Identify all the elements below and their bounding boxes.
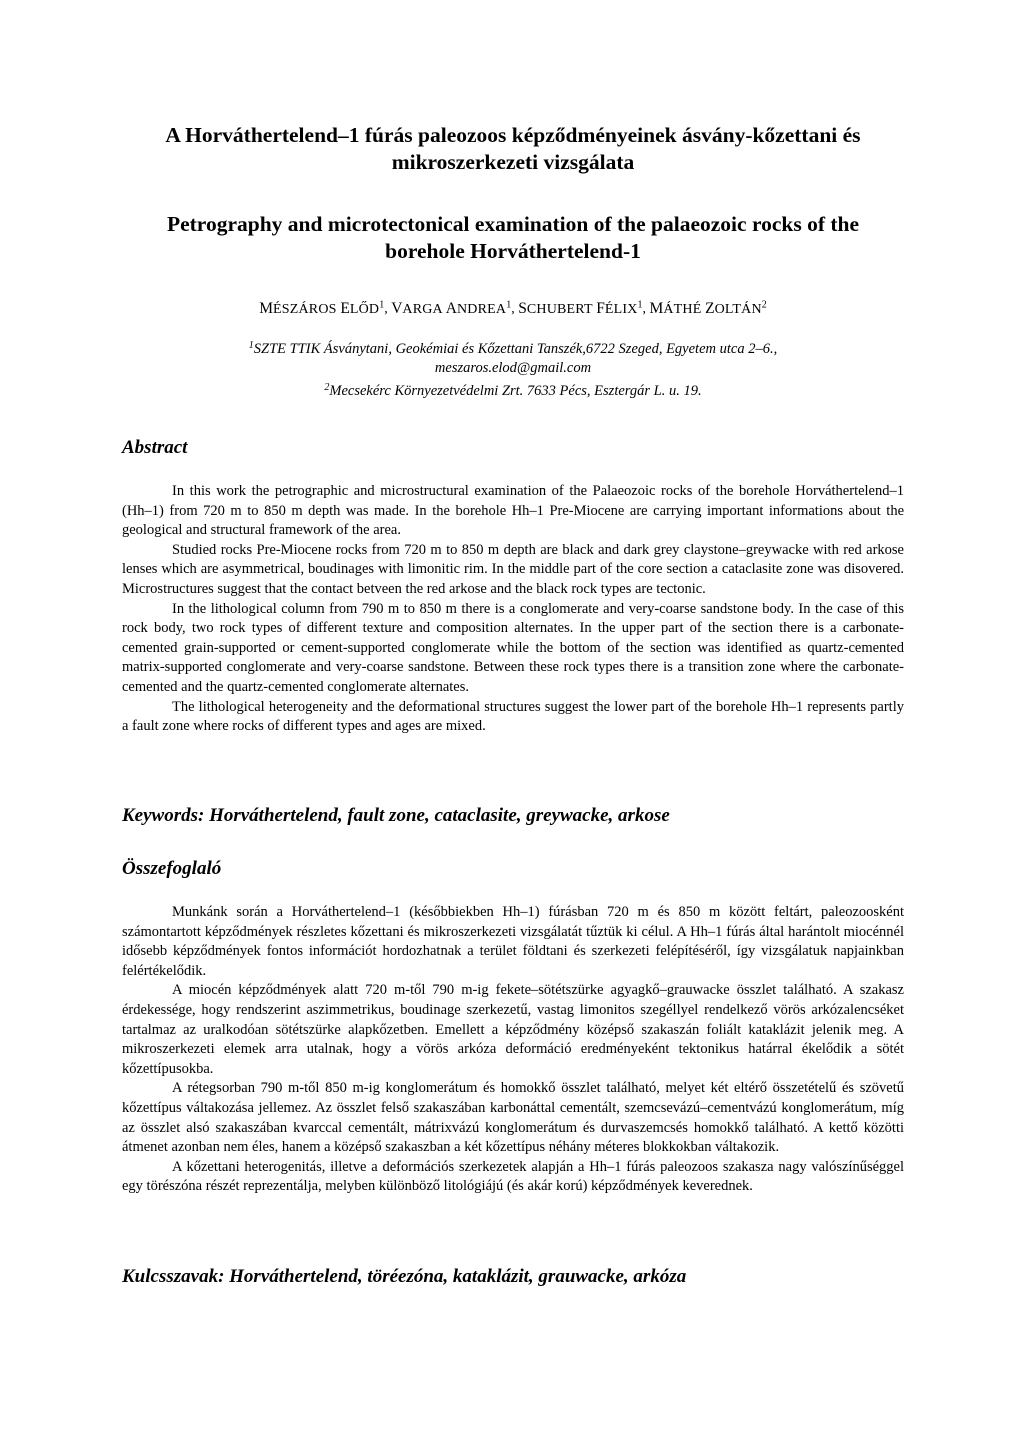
abstract-body (122, 482, 904, 737)
affiliations (122, 336, 904, 401)
title-hu-line-1: A Horváthertelend–1 fúrás paleozoos képződményeinek ásvány-kőzettani és (165, 123, 861, 147)
osszefoglalo-paragraph: Munkánk során a Horváthertelend–1 (későbbiekben Hh–1) fúrásban 720 m és 850 m között feltárt, paleozoosként számontartott képződmények részletes kőzettani és mikroszerkezeti vizsgálatát tűztük ki célul. A Hh–1 fúrás által harántolt miocénnél idősebb képződmények fontos információt hordozhatnak a terület földtani és szerkezeti felépítéséről, így vizsgálatuk napjainkban felértékelődik. (122, 904, 904, 979)
author-affiliation-marker: 1 (379, 299, 385, 310)
author-name: SCHUBERT FÉLIX$^1$ (518, 299, 643, 317)
osszefoglalo-heading: Összefoglaló (122, 858, 222, 879)
author-list: MÉSZÁROS ELŐD$^1$, VARGA ANDREA$^1$, SCHUBERT FÉLIX$^1$, MÁTHÉ ZOLTÁN$^2$ (259, 299, 767, 317)
affiliation-1 (122, 336, 904, 359)
osszefoglalo-paragraph: A kőzettani heterogenitás, illetve a deformációs szerkezetek alapján a Hh–1 fúrás paleozoos szakasza nagy valószínűséggel egy törészóna részét reprezentálja, melyben különböző litológiájú (és akár korú) képződmények keverednek. (122, 1158, 904, 1195)
author-name: MÁTHÉ ZOLTÁN$^2$ (649, 299, 767, 317)
abstract-paragraph: In the lithological column from 790 m to 850 m there is a conglomerate and very-coarse sandstone body. In the case of this rock body, two rock types of different texture and composition alternates. In the upper part of the section there is a carbonate-cemented grain-supported or cement-supported conglomerate while the bottom of the section was identified as quartz-cemented matrix-supported conglomerate and very-coarse sandstone. Between these rock types there is a transition zone where the carbonate-cemented and the quartz-cemented conglomerate alternates. (122, 600, 904, 695)
abstract-paragraph: In this work the petrographic and microstructural examination of the Palaeozoic rocks of the borehole Horváthertelend–1 (Hh–1) from 720 m to 850 m depth was made. In the borehole Hh–1 Pre-Miocene are carrying important informations about the geological and structural framework of the area. (122, 483, 904, 539)
osszefoglalo-paragraph: A rétegsorban 790 m-től 850 m-ig konglomerátum és homokkő összlet található, melyet két eltérő összetételű és szövetű kőzettípus váltakozása jellemez. Az összlet felső szakaszában karbonáttal cementált, szemcsevázú–cementvázú konglomerátum, míg az összlet alsó szakaszában kvarccal cementált, mátrixvázú konglomerátum és durvaszemcsés homokkő található. A kettő közötti átmenet azonban nem éles, hanem a középső szakaszban a két kőzettípus néhány méteres blokkokban váltakozik. (122, 1080, 904, 1156)
affiliation-email: meszaros.elod@gmail.com (434, 360, 592, 376)
title-hungarian (122, 122, 904, 176)
title-hu-line-2: mikroszerkezeti vizsgálata (391, 150, 635, 174)
author-name: MÉSZÁROS ELŐD$^1$ (259, 299, 385, 317)
abstract-paragraph: Studied rocks Pre-Miocene rocks from 720 m to 850 m depth are black and dark grey claystone–greywacke with red arkose lenses which are asymmetrical, boudinages with limonitic rim. In the middle part of the core section a cataclasite zone was disovered. Microstructures suggest that the contact betveen the red arkose and the black rock types are tectonic. (122, 541, 904, 597)
author-name: VARGA ANDREA$^1$ (391, 299, 512, 317)
author-affiliation-marker: 2 (761, 299, 767, 310)
title-en-line-1: Petrography and microtectonical examination of the palaeozoic rocks of the (166, 212, 860, 236)
affiliation-1-text: SZTE TTIK Ásványtani, Geokémiai és Kőzettani Tanszék,6722 Szeged, Egyetem utca 2–6., (253, 341, 778, 357)
abstract-heading: Abstract (122, 437, 188, 458)
title-en-line-2: borehole Horváthertelend-1 (385, 239, 641, 263)
osszefoglalo-paragraph: A miocén képződmények alatt 720 m-től 790 m-ig fekete–sötétszürke agyagkő–grauwacke összlet található. A szakasz érdekessége, hogy rendszerint aszimmetrikus, boudinage szerkezetű, vastag limonitos szegéllyel rendelkező vörös arkózalencséket tartalmaz az uralkodóan sötétszürke alapkőzetben. Emellett a képződmény középső szakaszán foliált kataklázit jelenik meg. A mikroszerkezeti elemek arra utalnak, hogy a vörös arkóza deformáció eredményeként tektonikus határral ékelődik a sötét kőzettípusokba. (122, 982, 904, 1077)
affiliation-1-marker: 1 (248, 340, 254, 351)
title-english (122, 211, 904, 265)
keywords-hungarian: Kulcsszavak: Horváthertelend, töréezóna, kataklázit, grauwacke, arkóza (122, 1266, 687, 1287)
affiliation-2-text: Mecsekérc Környezetvédelmi Zrt. 7633 Pécs, Esztergár L. u. 19. (329, 383, 702, 399)
osszefoglalo-body (122, 903, 904, 1197)
affiliation-2-marker: 2 (324, 382, 330, 393)
keywords-english: Keywords: Horváthertelend, fault zone, cataclasite, greywacke, arkose (122, 805, 670, 826)
author-affiliation-marker: 1 (637, 299, 643, 310)
affiliation-2 (122, 378, 904, 401)
abstract-paragraph: The lithological heterogeneity and the deformational structures suggest the lower part of the borehole Hh–1 represents partly a fault zone where rocks of different types and ages are mixed. (122, 698, 904, 735)
author-affiliation-marker: 1 (506, 299, 512, 310)
